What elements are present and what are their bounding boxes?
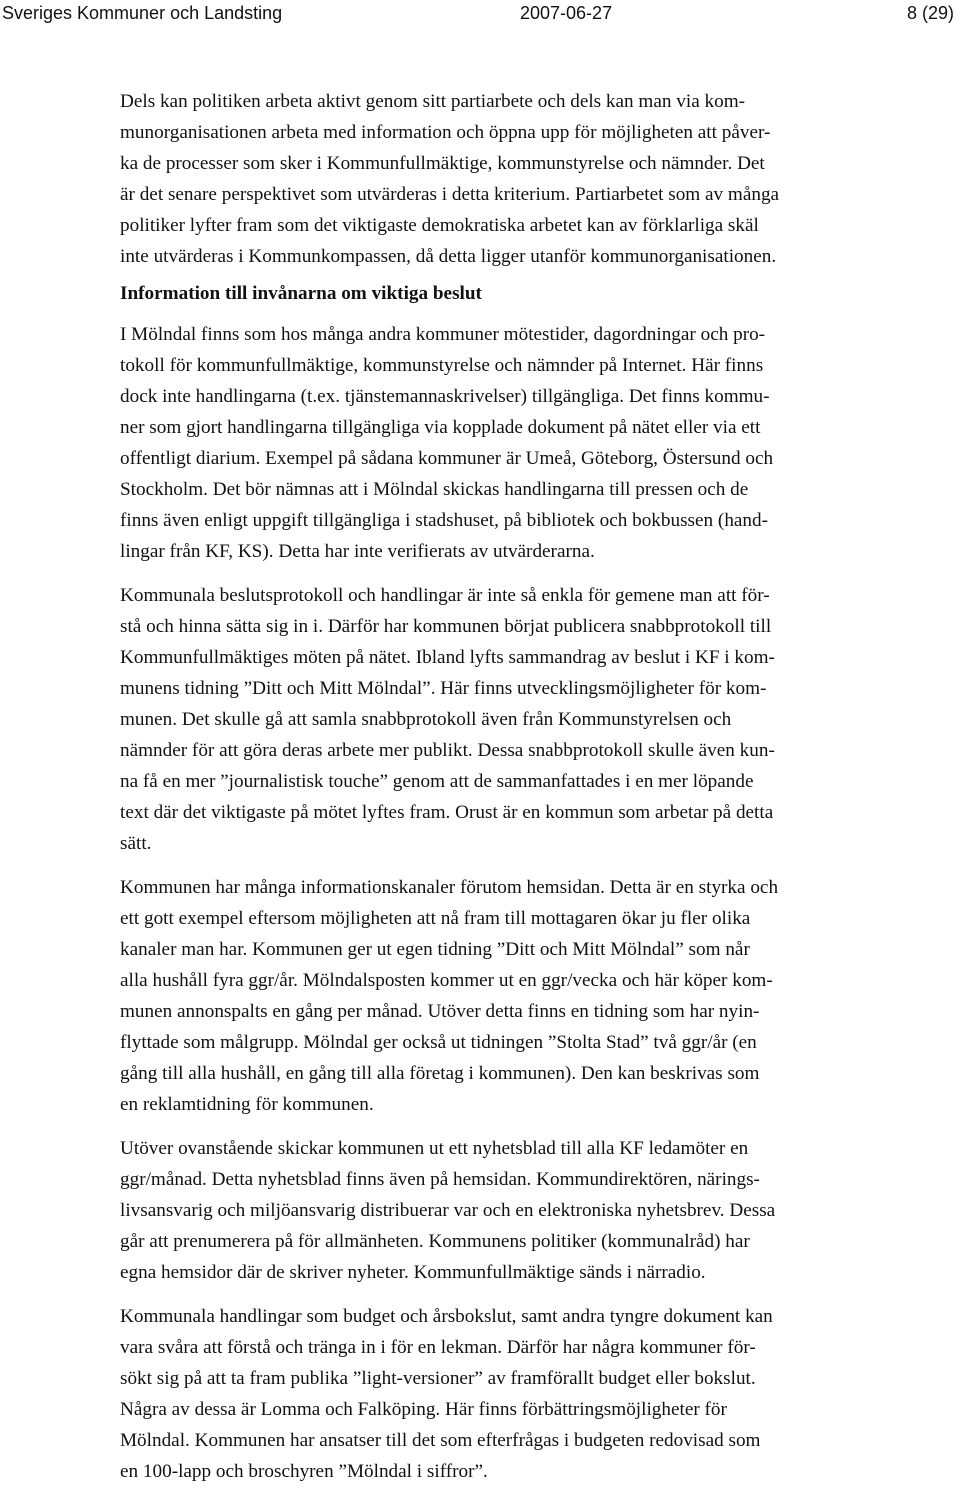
page-header — [0, 0, 960, 28]
header-date: 2007-06-27 — [520, 3, 613, 23]
header-organization: Sveriges Kommuner och Landsting — [2, 3, 283, 23]
document-body — [120, 86, 910, 1487]
paragraph-light-versions: Kommunala handlingar som budget och årsbokslut, samt andra tyngre dokument kan vara svåra att förstå och tränga in i för en lekman. Därför har några kommuner för- sökt sig på att ta fram publika ”light-versioner” av framförallt budget eller bokslut. Några av dessa är Lomma och Falköping. Här finns förbättringsmöjligheter för Mölndal. Kommunen har ansatser till det som efterfrågas i budgeten redovisad som en 100-lapp och broschyren ”Mölndal i siffror”. — [120, 1306, 773, 1482]
section-heading: Information till invånarna om viktiga beslut — [120, 283, 482, 304]
paragraph-protocols: Kommunala beslutsprotokoll och handlingar är inte så enkla för gemene man att för- stå och hinna sätta sig in i. Därför har kommunen börjat publicera snabbprotokoll till Kommunfullmäktiges möten på nätet. Ibland lyfts sammandrag av beslut i KF i kom- munens tidning ”Ditt och Mitt Mölndal”. Här finns utvecklingsmöjligheter för kom- munen. Det skulle gå att samla snabbprotokoll även från Kommunstyrelsen och nämnder för att göra deras arbete mer publikt. Dessa snabbprotokoll skulle även kun- na få en mer ”journalistisk touche” genom att de sammanfattades i en mer löpande text där det viktigaste på mötet lyftes fram. Orust är en kommun som arbetar på detta sätt. — [120, 585, 775, 854]
paragraph-newsletters: Utöver ovanstående skickar kommunen ut ett nyhetsblad till alla KF ledamöter en ggr/månad. Detta nyhetsblad finns även på hemsidan. Kommundirektören, närings- livsansvarig och miljöansvarig distribuerar var och en elektroniska nyhetsbrev. Dessa går att prenumerera på för allmänheten. Kommunens politiker (kommunalråd) har egna hemsidor där de skriver nyheter. Kommunfullmäktige sänds i närradio. — [120, 1138, 776, 1283]
paragraph-meeting-documents: I Mölndal finns som hos många andra kommuner mötestider, dagordningar och pro- tokoll för kommunfullmäktige, kommunstyrelse och nämnder på Internet. Här finns dock inte handlingarna (t.ex. tjänstemannaskrivelser) tillgängliga. Det finns kommu- ner som gjort handlingarna tillgängliga via kopplade dokument på nätet eller via ett offentligt diarium. Exempel på sådana kommuner är Umeå, Göteborg, Östersund och Stockholm. Det bör nämnas att i Mölndal skickas handlingarna till pressen och de finns även enligt uppgift tillgängliga i stadshuset, på bibliotek och bokbussen (hand- lingar från KF, KS). Detta har inte verifierats av utvärderarna. — [120, 324, 774, 562]
paragraph-information-channels: Kommunen har många informationskanaler förutom hemsidan. Detta är en styrka och ett gott exempel eftersom möjligheten att nå fram till mottagaren ökar ju fler olika kanaler man har. Kommunen ger ut egen tidning ”Ditt och Mitt Mölndal” som når alla hushåll fyra ggr/år. Mölndalsposten kommer ut en ggr/vecka och här köper kom- munen annonspalts en gång per månad. Utöver detta finns en tidning som har nyin- flyttade som målgrupp. Mölndal ger också ut tidningen ”Stolta Stad” två ggr/år (en gång till alla hushåll, en gång till alla företag i kommunen). Den kan beskrivas som en reklamtidning för kommunen. — [120, 877, 779, 1115]
paragraph-politics: Dels kan politiken arbeta aktivt genom sitt partiarbete och dels kan man via kom- munorganisationen arbeta med information och öppna upp för möjligheten att påver- ka de processer som sker i Kommunfullmäktige, kommunstyrelse och nämnder. Det är det senare perspektivet som utvärderas i detta kriterium. Partiarbetet som av många politiker lyfter fram som det viktigaste demokratiska arbetet kan av förklarliga skäl inte utvärderas i Kommunkompassen, då detta ligger utanför kommunorganisationen. — [120, 91, 780, 267]
header-page-number: 8 (29) — [906, 3, 954, 23]
